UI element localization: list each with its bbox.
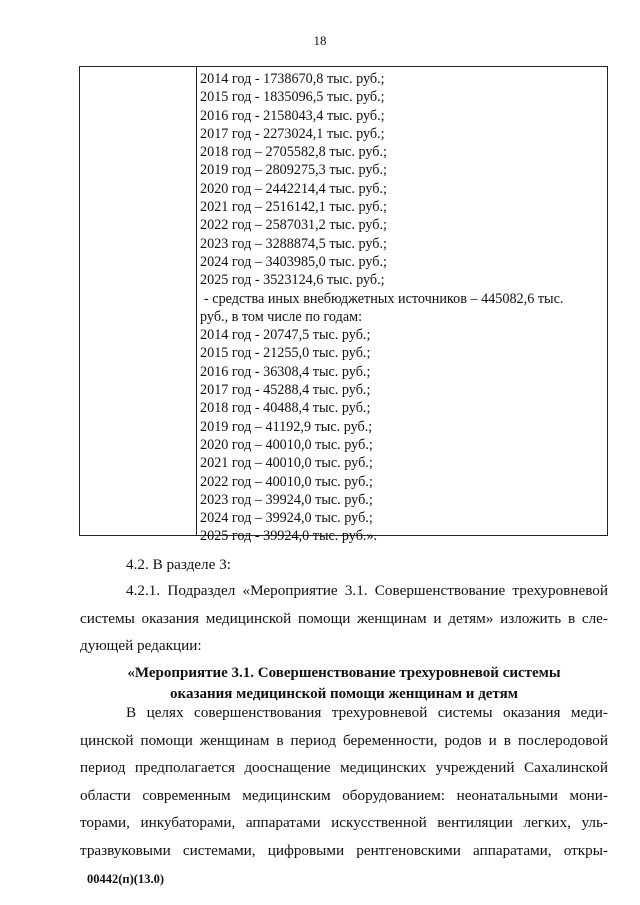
funding-line: - средства иных внебюджетных источников – 445082,6 тыс. xyxy=(204,290,564,307)
funding-line: 2021 год – 2516142,1 тыс. руб.; xyxy=(200,199,387,216)
funding-line: 2016 год - 36308,4 тыс. руб.; xyxy=(200,363,371,380)
subsection-line: системы оказания медицинской помощи женщинам и детям» изложить в сле- xyxy=(80,609,608,627)
funding-line: 2018 год - 40488,4 тыс. руб.; xyxy=(200,400,371,417)
funding-line: 2022 год – 2587031,2 тыс. руб.; xyxy=(200,217,387,234)
funding-line: руб., в том числе по годам: xyxy=(200,308,363,325)
funding-table xyxy=(79,66,608,545)
heading-line: оказания медицинской помощи женщинам и детям xyxy=(170,686,518,702)
funding-line: 2019 год – 2809275,3 тыс. руб.; xyxy=(200,162,387,179)
body-line: период предполагается дооснащение медицинских учреждений Сахалинской xyxy=(80,759,608,776)
funding-line: 2015 год - 1835096,5 тыс. руб.; xyxy=(200,89,385,106)
subsection-paragraph xyxy=(80,577,608,660)
funding-line: 2024 год – 39924,0 тыс. руб.; xyxy=(200,510,373,527)
table-funding-cell xyxy=(200,70,604,546)
heading-line: «Мероприятие 3.1. Совершенствование трехуровневой системы xyxy=(127,665,561,681)
body-paragraph xyxy=(80,699,608,864)
funding-line: 2019 год – 41192,9 тыс. руб.; xyxy=(200,418,373,435)
funding-line: 2025 год - 3523124,6 тыс. руб.; xyxy=(200,272,385,289)
page-number: 18 xyxy=(313,33,327,48)
funding-line: 2017 год - 2273024,1 тыс. руб.; xyxy=(200,125,385,142)
body-line: цинской помощи женщинам в период беременности, родов и в послеродовой xyxy=(80,731,608,749)
funding-line: 2017 год - 45288,4 тыс. руб.; xyxy=(200,382,371,399)
funding-line: 2024 год – 3403985,0 тыс. руб.; xyxy=(200,253,387,270)
subsection-line: дующей редакции: xyxy=(80,637,202,654)
body-line: В целях совершенствования трехуровневой системы оказания меди- xyxy=(126,704,608,721)
body-line: торами, инкубаторами, аппаратами искусственной вентиляции легких, уль- xyxy=(80,814,608,831)
funding-line: 2021 год – 40010,0 тыс. руб.; xyxy=(200,455,373,472)
section-line: 4.2. В разделе 3: xyxy=(126,556,231,573)
funding-line: 2025 год - 39924,0 тыс. руб.». xyxy=(200,528,378,545)
body-line: области современным медицинским оборудованием: неонатальными мони- xyxy=(80,786,608,804)
funding-line: 2015 год - 21255,0 тыс. руб.; xyxy=(200,345,371,362)
table-column-divider xyxy=(196,67,197,535)
document-code: 00442(п)(13.0) xyxy=(87,872,164,886)
body-line: тразвуковыми системами, цифровыми рентгеновскими аппаратами, откры- xyxy=(80,841,608,859)
funding-line: 2018 год – 2705582,8 тыс. руб.; xyxy=(200,144,387,161)
funding-line: 2023 год – 3288874,5 тыс. руб.; xyxy=(200,235,387,252)
subsection-line: 4.2.1. Подраздел «Мероприятие 3.1. Совершенствование трехуровневой xyxy=(126,582,608,599)
funding-line: 2020 год – 40010,0 тыс. руб.; xyxy=(200,436,373,453)
funding-line: 2020 год – 2442214,4 тыс. руб.; xyxy=(200,180,387,197)
funding-line: 2016 год - 2158043,4 тыс. руб.; xyxy=(200,107,385,124)
funding-line: 2014 год - 1738670,8 тыс. руб.; xyxy=(200,71,385,87)
funding-line: 2014 год - 20747,5 тыс. руб.; xyxy=(200,327,371,344)
funding-line: 2022 год – 40010,0 тыс. руб.; xyxy=(200,473,373,490)
funding-line: 2023 год – 39924,0 тыс. руб.; xyxy=(200,491,373,508)
